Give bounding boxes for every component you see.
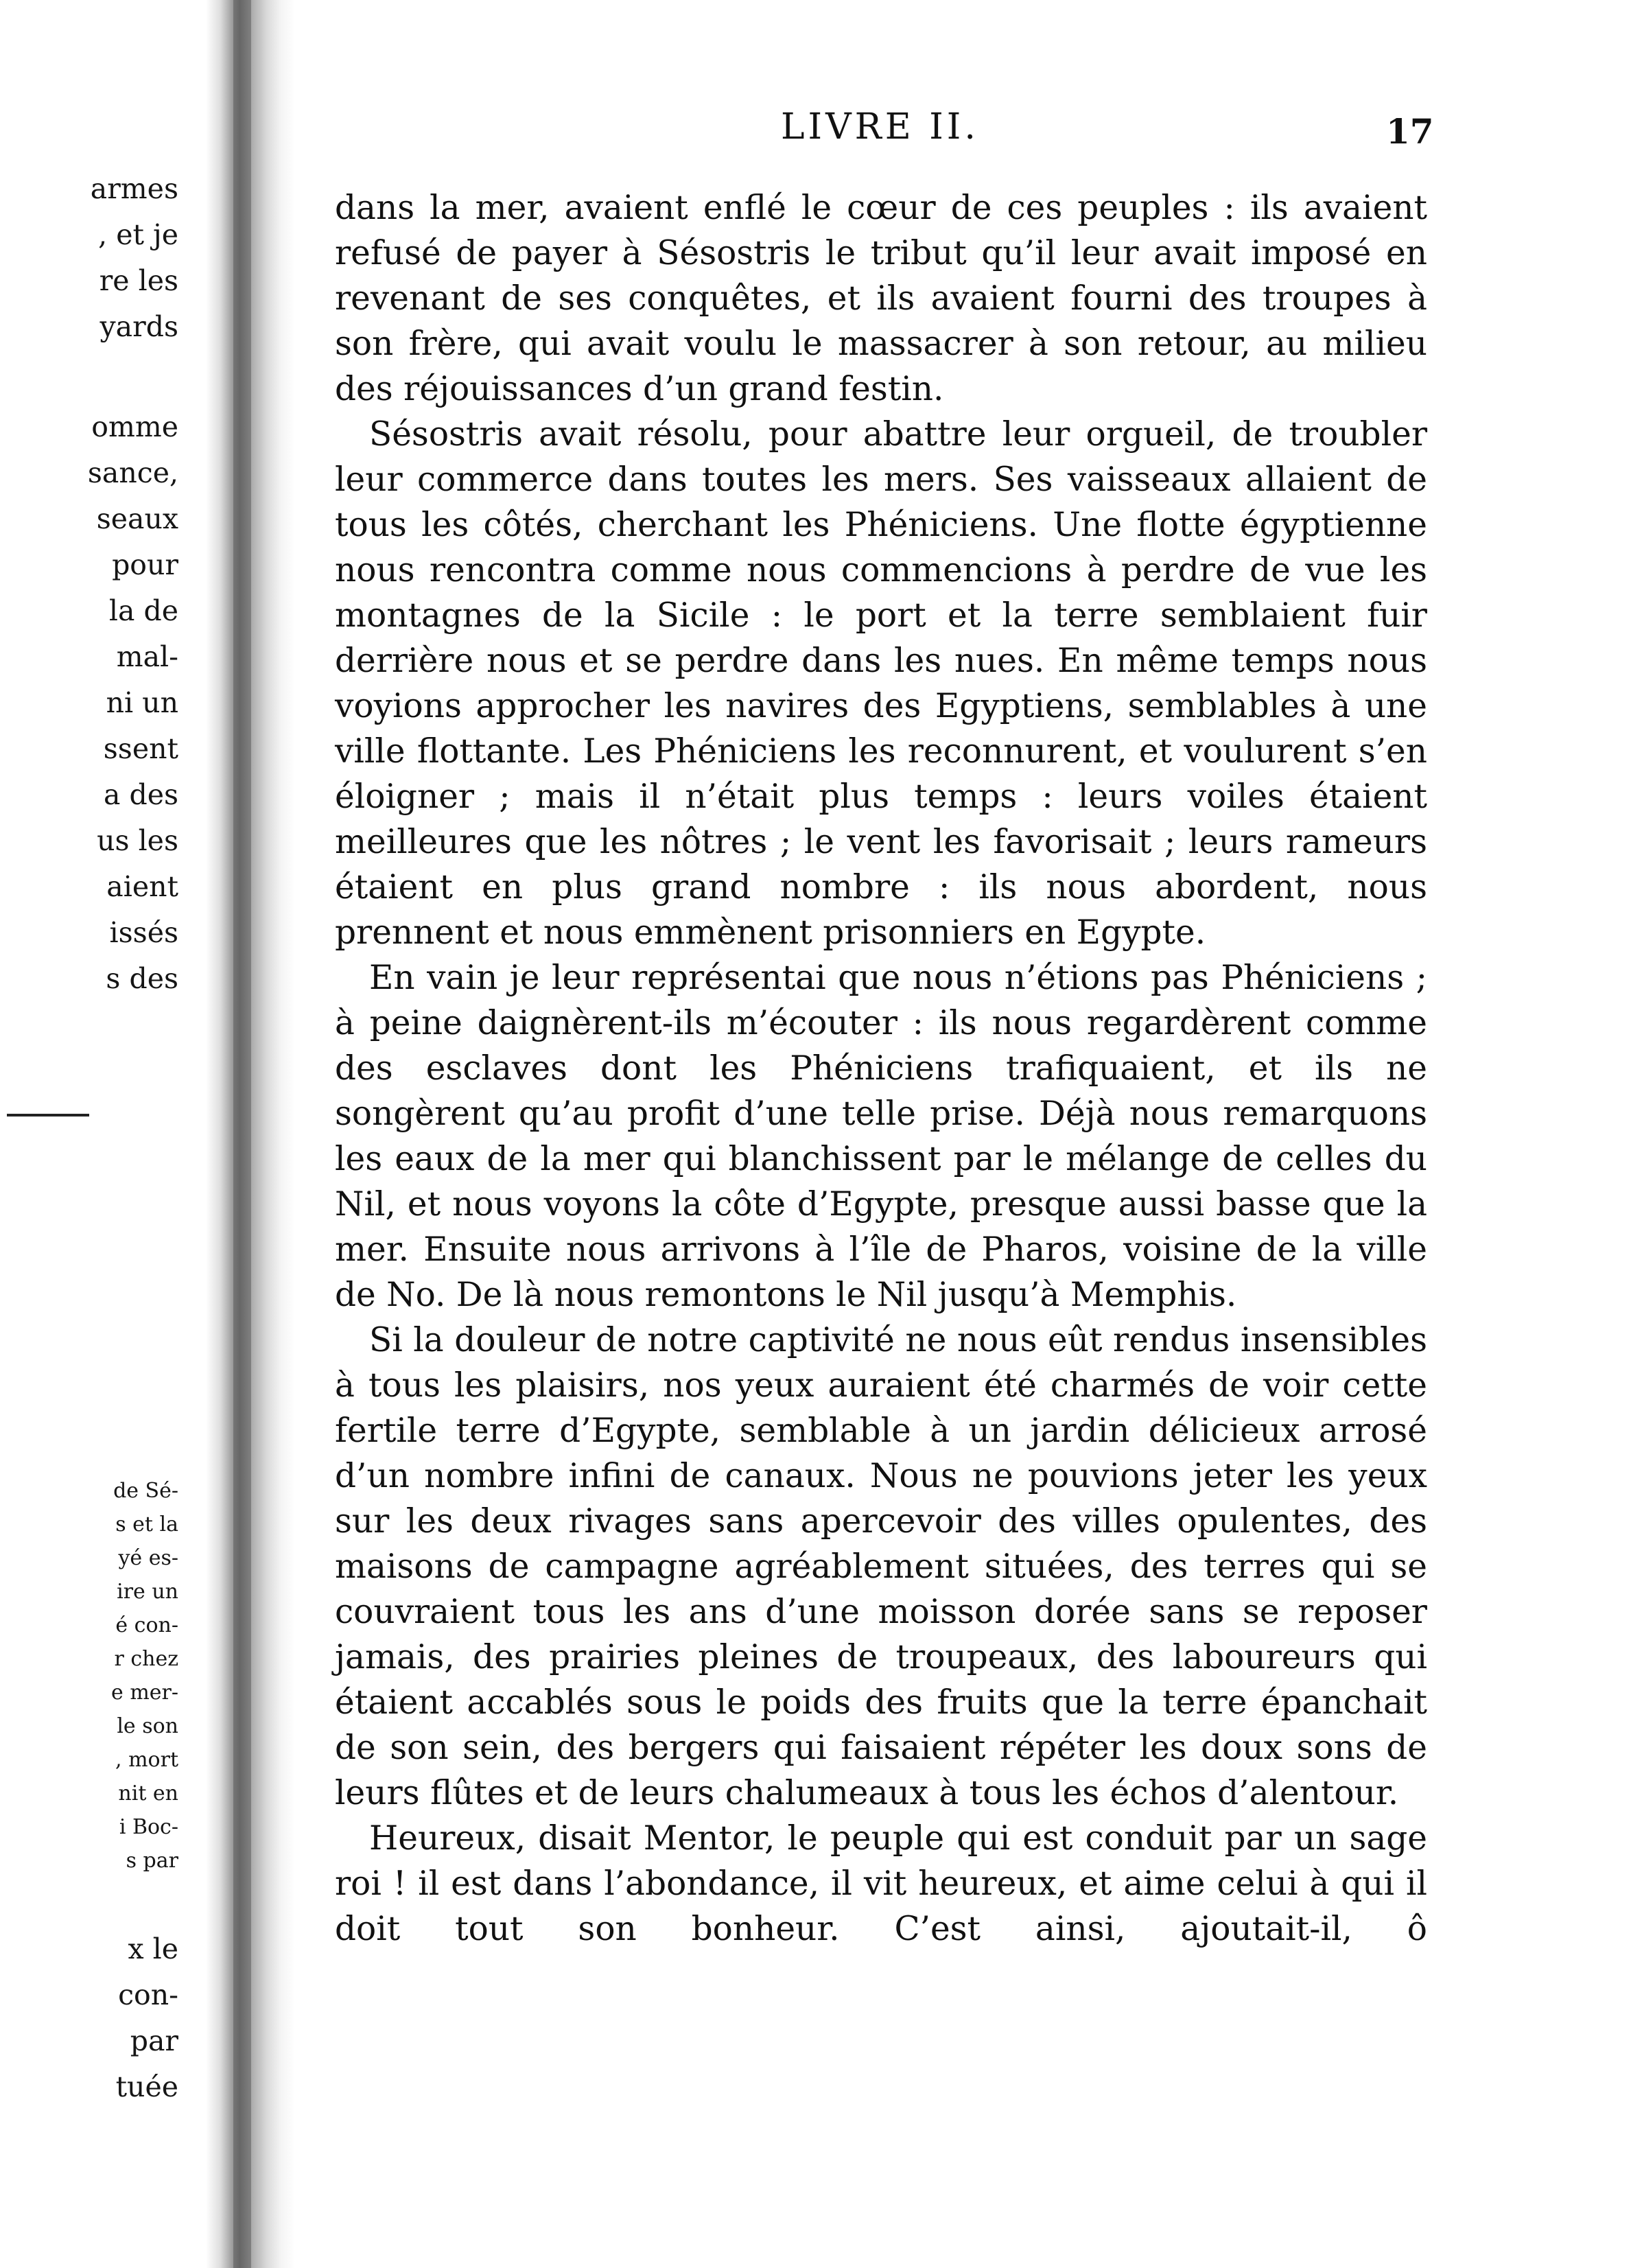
- facing-note-line: e mer-: [111, 1681, 178, 1705]
- facing-line: ni un: [106, 686, 178, 719]
- facing-line: , et je: [98, 218, 178, 251]
- facing-line: par: [130, 2024, 178, 2057]
- gutter-shadow: [233, 0, 251, 2268]
- facing-line: omme: [91, 410, 178, 443]
- facing-note-line: nit en: [118, 1781, 178, 1805]
- facing-rule: [7, 1114, 89, 1117]
- facing-line: tuée: [115, 2070, 178, 2103]
- paragraph: Heureux, disait Mentor, le peuple qui est conduit par un sage roi ! il est dans l’abondance, il vit heureux, et aime celui à qui il doit tout son bonheur. C’est ainsi, ajoutait-il, ô: [335, 1819, 1427, 1948]
- paragraph: Sésostris avait résolu, pour abattre leur orgueil, de troubler leur commerce dans toutes les mers. Ses vaisseaux allaient de tous les côtés, cherchant les Phéniciens. Une flotte égyptienne nous rencontra comme nous commencions à perdre de vue les montagnes de la Sicile : le port et la terre semblaient fuir derrière nous et se perdre dans les nues. En même temps nous voyions approcher les navires des Egyptiens, semblables à une ville flottante. Les Phéniciens les reconnurent, et voulurent s’en éloigner ; mais il n’était plus temps : leurs voiles étaient meilleures que les nôtres ; le vent les favorisait ; leurs rameurs étaient en plus grand nombre : ils nous abordent, nous prennent et nous emmènent prisonniers en Egypte.: [335, 415, 1427, 952]
- facing-note-line: r chez: [114, 1647, 178, 1671]
- facing-line: a des: [103, 778, 178, 811]
- facing-note-line: s par: [126, 1849, 178, 1873]
- facing-line: seaux: [96, 502, 178, 535]
- facing-note-line: yé es-: [118, 1546, 178, 1570]
- facing-note-line: s et la: [115, 1512, 178, 1536]
- facing-line: sance,: [87, 456, 178, 489]
- facing-note-line: ire un: [117, 1580, 178, 1604]
- facing-line: issés: [109, 916, 178, 949]
- facing-note-line: é con-: [115, 1613, 178, 1637]
- facing-line: pour: [112, 548, 178, 581]
- facing-note-line: i Boc-: [119, 1815, 178, 1839]
- facing-note-line: le son: [117, 1714, 178, 1738]
- page-number: 17: [1386, 111, 1434, 152]
- running-head: LIVRE II.: [781, 106, 979, 148]
- paragraph: En vain je leur représentai que nous n’étions pas Phéniciens ; à peine daignèrent-ils m’écouter : ils nous regardèrent comme des esclaves dont les Phéniciens trafiquaient, et ils ne songèrent qu’au profit d’une telle prise. Déjà nous remarquons les eaux de la mer qui blanchissent par le mélange de celles du Nil, et nous voyons la côte d’Egypte, presque aussi basse que la mer. Ensuite nous arrivons à l’île de Pharos, voisine de la ville de No. De là nous remontons le Nil jusqu’à Memphis.: [335, 959, 1427, 1314]
- facing-note-line: de Sé-: [113, 1479, 178, 1503]
- facing-line: ssent: [103, 732, 178, 765]
- facing-line: s des: [106, 962, 178, 995]
- facing-line: con-: [118, 1978, 178, 2011]
- paragraph: Si la douleur de notre captivité ne nous eût rendus insensibles à tous les plaisirs, nos yeux auraient été charmés de voir cette fertile terre d’Egypte, semblable à un jardin délicieux arrosé d’un nombre infini de canaux. Nous ne pouvions jeter les yeux sur les deux rivages sans apercevoir des villes opulentes, des maisons de campagne agréablement situées, des terres qui se couvraient tous les ans d’une moisson dorée sans se reposer jamais, des prairies pleines de troupeaux, des laboureurs qui étaient accablés sous le poids des fruits que la terre épanchait de son sein, des bergers qui faisaient répéter les doux sons de leurs flûtes et de leurs chalumeaux à tous les échos d’alentour.: [335, 1321, 1427, 1812]
- facing-line: aient: [106, 870, 178, 903]
- facing-note-line: , mort: [115, 1748, 178, 1772]
- facing-line: re les: [99, 264, 178, 297]
- body-text: [335, 185, 1427, 1952]
- paragraph: dans la mer, avaient enflé le cœur de ces peuples : ils avaient refusé de payer à Sésostris le tribut qu’il leur avait imposé en revenant de ses conquêtes, et ils avaient fourni des troupes à son frère, qui avait voulu le massacrer à son retour, au milieu des réjouissances d’un grand festin.: [335, 189, 1427, 408]
- facing-line: us les: [97, 824, 178, 857]
- facing-line: x le: [128, 1932, 178, 1965]
- facing-page-edge: [0, 0, 178, 2268]
- facing-line: mal-: [116, 640, 178, 673]
- facing-line: la de: [108, 594, 178, 627]
- facing-line: armes: [90, 172, 178, 205]
- facing-line: yards: [99, 310, 178, 343]
